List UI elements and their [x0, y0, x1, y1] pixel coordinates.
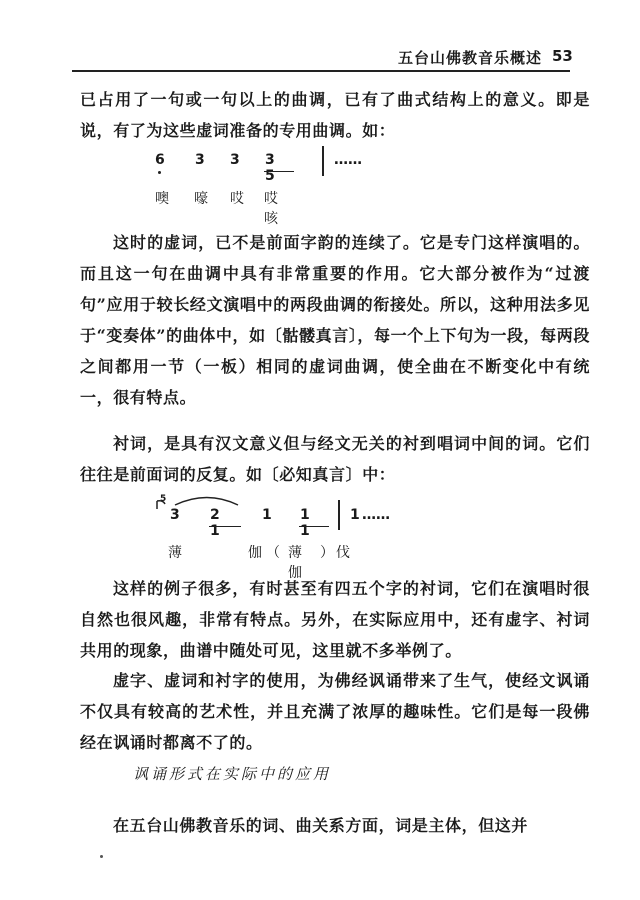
note: 1 1: [300, 507, 316, 539]
beam-underline: [209, 526, 241, 527]
note: 1: [350, 507, 360, 523]
paragraph-2: 这时的虚词，已不是前面字韵的连续了。它是专门这样演唱的。而且这一句在曲调中具有非常重要的作用。它大部分被作为“过渡句”应用于较长经文演唱中的两段曲调的衔接处。所以，这种用法多见于“变奏体”的曲体中，如〔骷髅真言〕，每一个上下句为一段，每两段之间都用一节（一板）相同的虚词曲调，使全曲在不断变化中有统一，很有特点。: [80, 233, 590, 407]
scan-speck: [100, 855, 103, 858]
lyric: （: [266, 545, 280, 561]
running-title: 五台山佛教音乐概述: [398, 49, 543, 67]
note: 6: [155, 152, 165, 168]
grace-hook-icon: [155, 499, 169, 511]
note: 1: [262, 507, 272, 523]
note: 2 1: [210, 507, 226, 539]
beam-underline: [264, 171, 294, 172]
header-rule: [72, 70, 570, 72]
paragraph-1: 已占用了一句或一句以上的曲调，已有了曲式结构上的意义。即是说，有了为这些虚词准备的专用曲调。如：: [80, 90, 590, 140]
paragraph-5: 虚字、虚词和衬字的使用，为佛经讽诵带来了生气，使经文讽诵不仅具有较高的艺术性，并且充满了浓厚的趣味性。它们是每一段佛经在讽诵时都离不了的。: [80, 671, 590, 752]
barline: [338, 500, 340, 530]
low-octave-dot: [158, 171, 161, 174]
section-heading: 讽诵形式在实际中的应用: [133, 765, 332, 783]
paragraph-3: 衬词，是具有汉文意义但与经文无关的衬到唱词中间的词。它们往往是前面词的反复。如〔必知真言〕中：: [80, 434, 590, 484]
lyric: 薄: [168, 545, 182, 561]
note: 3 5: [265, 152, 280, 184]
lyric: 哎: [230, 191, 244, 207]
slur-icon: [172, 492, 242, 508]
paragraph-6: 在五台山佛教音乐的词、曲关系方面，词是主体，但这并: [113, 816, 529, 835]
lyric: 伐: [336, 545, 350, 561]
lyric: 薄伽: [288, 545, 302, 581]
barline: [322, 146, 324, 176]
note: 3: [230, 152, 240, 168]
lyric: ）: [320, 545, 334, 561]
continuation: ……: [362, 507, 390, 523]
note: 3: [170, 507, 180, 523]
beam-underline: [299, 526, 329, 527]
page-number: 53: [552, 47, 573, 65]
note: 3: [195, 152, 205, 168]
grace-note: 5: [160, 494, 167, 504]
continuation: ……: [334, 152, 362, 168]
lyric: 嚎: [194, 191, 208, 207]
lyric: 哎咳: [264, 191, 278, 227]
lyric: 伽: [248, 545, 262, 561]
lyric: 噢: [155, 191, 169, 207]
paragraph-4: 这样的例子很多，有时甚至有四五个字的衬词，它们在演唱时很自然也很风趣，非常有特点。另外，在实际应用中，还有虚字、衬词共用的现象，曲谱中随处可见，这里就不多举例了。: [80, 579, 590, 660]
